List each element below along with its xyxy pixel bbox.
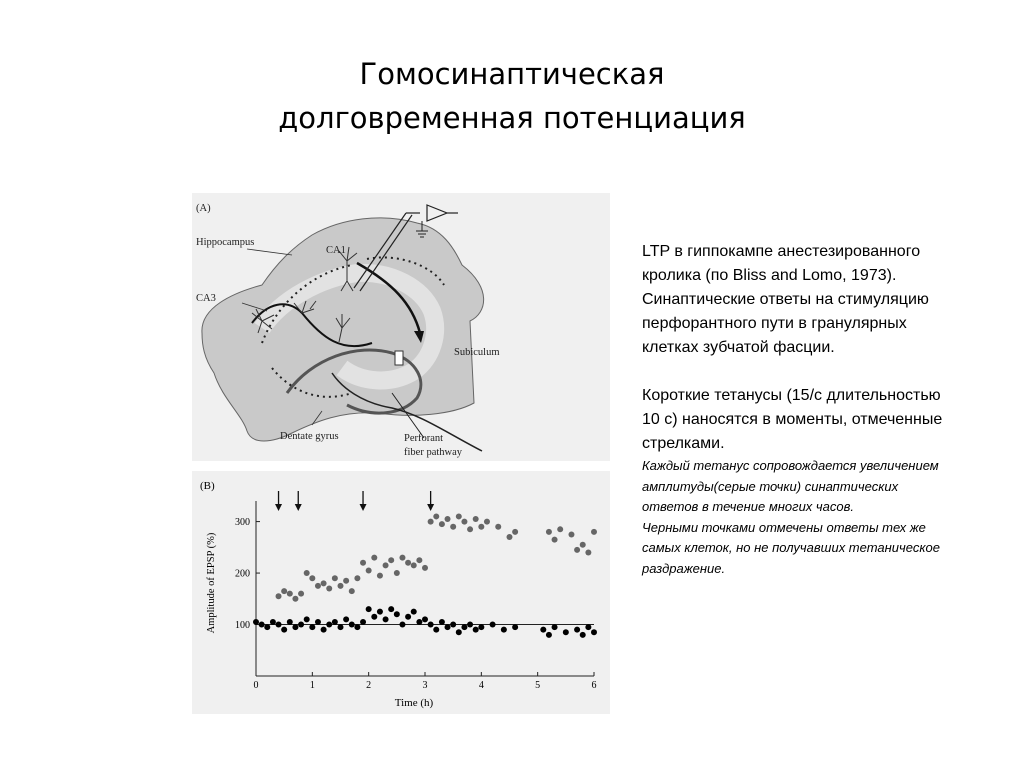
data-point bbox=[552, 537, 558, 543]
data-point bbox=[484, 519, 490, 525]
tetanus-arrow-head bbox=[427, 504, 434, 511]
data-point bbox=[546, 529, 552, 535]
data-point bbox=[270, 619, 276, 625]
label-hippocampus: Hippocampus bbox=[196, 237, 255, 248]
data-point bbox=[540, 627, 546, 633]
data-point bbox=[377, 573, 383, 579]
data-point bbox=[416, 557, 422, 563]
x-tick-label: 1 bbox=[309, 680, 315, 691]
data-point bbox=[276, 593, 282, 599]
data-point bbox=[264, 624, 270, 630]
data-point bbox=[321, 580, 327, 586]
x-tick-label: 3 bbox=[422, 680, 428, 691]
title-line-2: долговременная потенциация bbox=[278, 101, 746, 135]
data-point bbox=[366, 606, 372, 612]
data-point bbox=[411, 562, 417, 568]
data-point bbox=[394, 570, 400, 576]
data-point bbox=[473, 627, 479, 633]
data-point bbox=[371, 614, 377, 620]
data-point bbox=[399, 555, 405, 561]
data-point bbox=[360, 619, 366, 625]
data-point bbox=[399, 622, 405, 628]
tetanus-arrow bbox=[427, 491, 434, 511]
tetanus-arrow-head bbox=[275, 504, 282, 511]
paragraph-tetanus: Короткие тетанусы (15/с длительностью 10 с) наносятся в моменты, отмеченные стрелками. bbox=[642, 387, 943, 452]
panel-b-label: (B) bbox=[200, 480, 215, 492]
data-point bbox=[354, 624, 360, 630]
data-point bbox=[580, 632, 586, 638]
data-point bbox=[287, 619, 293, 625]
data-point bbox=[507, 534, 513, 540]
data-point bbox=[546, 632, 552, 638]
data-point bbox=[281, 627, 287, 633]
data-point bbox=[338, 624, 344, 630]
x-tick-label: 5 bbox=[535, 680, 541, 691]
data-point bbox=[557, 526, 563, 532]
tetanus-arrow bbox=[295, 491, 302, 511]
data-point bbox=[349, 622, 355, 628]
data-point bbox=[388, 606, 394, 612]
data-point bbox=[501, 627, 507, 633]
description bbox=[642, 240, 952, 579]
data-point bbox=[422, 616, 428, 622]
data-point bbox=[298, 591, 304, 597]
data-point bbox=[366, 567, 372, 573]
data-point bbox=[405, 614, 411, 620]
data-point bbox=[253, 619, 259, 625]
data-point bbox=[445, 516, 451, 522]
y-tick-label: 200 bbox=[235, 568, 250, 580]
data-point bbox=[354, 575, 360, 581]
data-point bbox=[383, 616, 389, 622]
y-tick-label: 100 bbox=[235, 620, 250, 632]
data-point bbox=[568, 531, 574, 537]
data-point bbox=[326, 586, 332, 592]
x-axis-label: Time (h) bbox=[394, 697, 434, 709]
data-point bbox=[574, 627, 580, 633]
data-point bbox=[450, 524, 456, 530]
note-black-dots: Черными точками отмечены ответы тех же самых клеток, но не получавших тетаническое раздражение. bbox=[642, 519, 940, 576]
data-point bbox=[309, 624, 315, 630]
data-point bbox=[450, 622, 456, 628]
data-point bbox=[338, 583, 344, 589]
data-point bbox=[574, 547, 580, 553]
data-point bbox=[405, 560, 411, 566]
data-point bbox=[580, 542, 586, 548]
data-point bbox=[304, 616, 310, 622]
data-point bbox=[287, 591, 293, 597]
data-point bbox=[388, 557, 394, 563]
data-point bbox=[585, 549, 591, 555]
data-point bbox=[445, 624, 451, 630]
label-perforant-1: Perforant bbox=[404, 433, 444, 444]
data-point bbox=[371, 555, 377, 561]
data-point bbox=[332, 619, 338, 625]
data-point bbox=[377, 609, 383, 615]
data-point bbox=[411, 609, 417, 615]
data-point bbox=[292, 624, 298, 630]
label-perforant-2: fiber pathway bbox=[404, 447, 463, 458]
x-tick-label: 0 bbox=[253, 680, 259, 691]
tetanus-arrow bbox=[360, 491, 367, 511]
data-point bbox=[428, 622, 434, 628]
label-ca1: CA1 bbox=[326, 245, 346, 256]
data-point bbox=[343, 578, 349, 584]
x-tick-label: 6 bbox=[591, 680, 597, 691]
label-subiculum: Subiculum bbox=[454, 347, 500, 358]
data-point bbox=[360, 560, 366, 566]
x-tick-label: 4 bbox=[478, 680, 484, 691]
tetanus-arrow-head bbox=[360, 504, 367, 511]
data-point bbox=[326, 622, 332, 628]
data-point bbox=[281, 588, 287, 594]
label-ca3: CA3 bbox=[196, 293, 216, 304]
data-point bbox=[394, 611, 400, 617]
data-point bbox=[456, 629, 462, 635]
data-point bbox=[439, 521, 445, 527]
data-point bbox=[259, 622, 265, 628]
data-point bbox=[591, 629, 597, 635]
data-point bbox=[552, 624, 558, 630]
data-point bbox=[349, 588, 355, 594]
x-tick-label: 2 bbox=[366, 680, 372, 691]
data-point bbox=[332, 575, 338, 581]
data-point bbox=[478, 624, 484, 630]
y-axis-label: Amplitude of EPSP (%) bbox=[206, 532, 217, 634]
data-point bbox=[321, 627, 327, 633]
data-point bbox=[315, 583, 321, 589]
y-tick-label: 300 bbox=[235, 517, 250, 529]
data-point bbox=[512, 624, 518, 630]
data-point bbox=[422, 565, 428, 571]
ltp-chart bbox=[192, 471, 610, 714]
data-point bbox=[439, 619, 445, 625]
tetanus-arrow-head bbox=[295, 504, 302, 511]
data-point bbox=[309, 575, 315, 581]
label-dentate-gyrus: Dentate gyrus bbox=[280, 431, 339, 442]
data-point bbox=[383, 562, 389, 568]
data-point bbox=[473, 516, 479, 522]
paragraph-ltp: LTP в гиппокампе анестезированного кролика (по Bliss and Lomo, 1973). Синаптические ответы на стимуляцию перфорантного пути в гранулярных клетках зубчатой фасции. bbox=[642, 243, 929, 356]
data-point bbox=[276, 622, 282, 628]
data-point bbox=[478, 524, 484, 530]
data-point bbox=[467, 526, 473, 532]
data-point bbox=[591, 529, 597, 535]
note-gray-dots: Каждый тетанус сопровождается увеличением амплитуды(серые точки) синаптических ответов в течение многих часов. bbox=[642, 458, 939, 514]
data-point bbox=[512, 529, 518, 535]
ltp-chart-svg bbox=[192, 471, 610, 714]
data-point bbox=[416, 619, 422, 625]
panel-a-label: (A) bbox=[196, 203, 211, 214]
data-point bbox=[467, 622, 473, 628]
data-point bbox=[456, 513, 462, 519]
hippocampus-drawing bbox=[192, 193, 610, 461]
data-point bbox=[298, 622, 304, 628]
data-point bbox=[490, 622, 496, 628]
data-point bbox=[433, 513, 439, 519]
hippocampus-diagram bbox=[192, 193, 610, 461]
data-point bbox=[304, 570, 310, 576]
title-line-1: Гомосинаптическая bbox=[359, 57, 665, 91]
data-point bbox=[433, 627, 439, 633]
data-point bbox=[428, 519, 434, 525]
data-point bbox=[461, 519, 467, 525]
data-point bbox=[585, 624, 591, 630]
data-point bbox=[315, 619, 321, 625]
data-point bbox=[461, 624, 467, 630]
slide-title bbox=[0, 52, 1024, 140]
data-point bbox=[292, 596, 298, 602]
data-point bbox=[495, 524, 501, 530]
data-point bbox=[563, 629, 569, 635]
tetanus-arrow bbox=[275, 491, 282, 511]
data-point bbox=[343, 616, 349, 622]
